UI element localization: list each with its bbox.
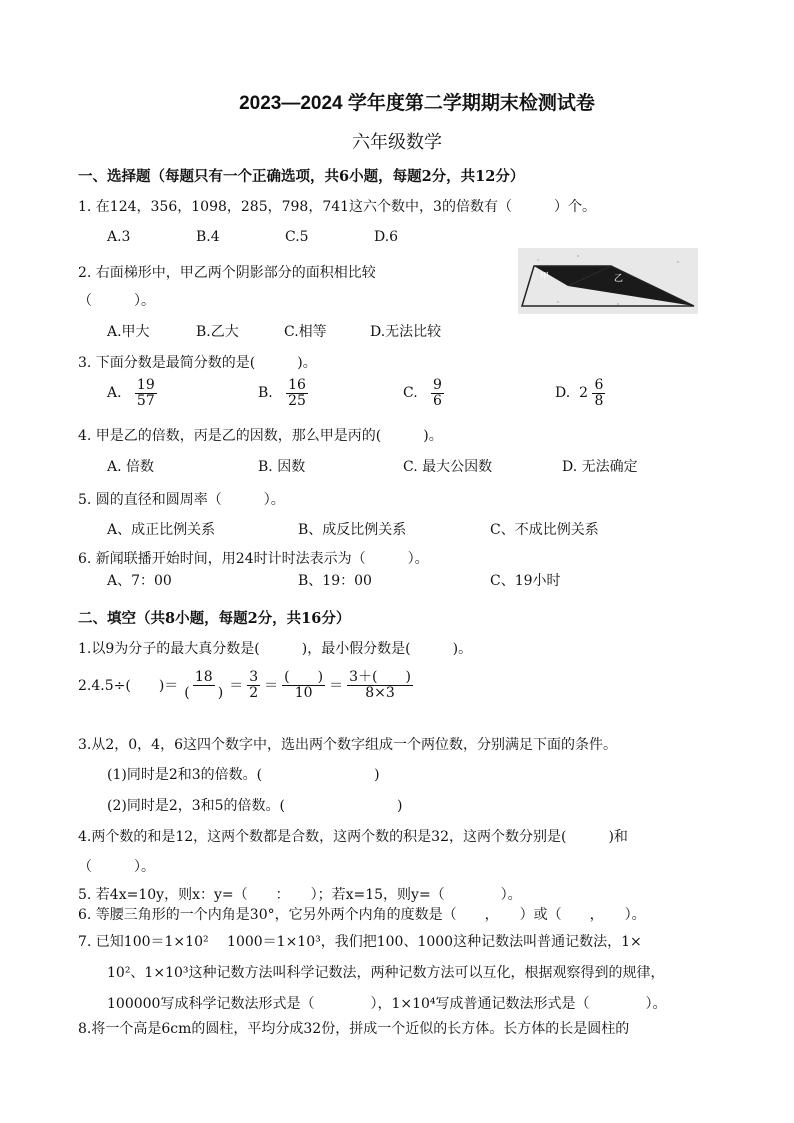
s1-q5-optC: C、不成比例关系 <box>490 522 599 538</box>
section1-heading: 一、选择题（每题只有一个正确选项，共6小题，每题2分，共12分） <box>78 168 525 185</box>
s1-q2-optA: A.甲大 <box>107 324 150 340</box>
s1-q3-optA: A. $\frac{19}{57}$ <box>107 377 155 409</box>
s1-q4-optD: D. 无法确定 <box>562 459 638 475</box>
s1-q4-optA: A. 倍数 <box>107 459 155 475</box>
s2-q2: 2.4.5÷( )＝ $\frac{18}{( )}$ ＝ $\frac{3}{2}$ ＝ $\frac{( )}{10}$ ＝ $\frac{3+( )}{8\times 3}$ <box>78 669 411 701</box>
s1-q1-optB: B.4 <box>196 229 220 245</box>
s1-q5-optB: B、成反比例关系 <box>298 522 407 538</box>
s1-q1: 1. 在124，356，1098，285，798，741这六个数中，3的倍数有（ ）个。 <box>78 199 596 215</box>
s1-q4: 4. 甲是乙的倍数，丙是乙的因数，那么甲是丙的( )。 <box>78 428 443 444</box>
s1-q2-optB: B.乙大 <box>196 324 239 340</box>
s2-q3: 3.从2，0，4，6这四个数字中，选出两个数字组成一个两位数，分别满足下面的条件。 <box>78 737 617 753</box>
s1-q3: 3. 下面分数是最简分数的是( )。 <box>78 355 317 371</box>
page-subtitle: 六年级数学 <box>352 132 442 153</box>
s1-q1-optD: D.6 <box>374 229 399 245</box>
s1-q6-optA: A、7：00 <box>107 573 172 589</box>
s1-q3-optB: B. $\frac{16}{25}$ <box>258 377 306 409</box>
label-yi: 乙 <box>614 274 624 284</box>
s1-q5-optA: A、成正比例关系 <box>107 522 216 538</box>
s2-q7-line3: 100000写成科学记数法形式是（ ），1×10⁴写成普通记数法形式是（ ）。 <box>107 996 667 1012</box>
s2-q7-line2: 10²、1×10³这种记数方法叫科学记数法，两种记数方法可以互化，根据观察得到的规律， <box>107 965 665 981</box>
s1-q4-optC: C. 最大公因数 <box>403 459 493 475</box>
s2-q5: 5. 若4x=10y，则x：y=（ ： ）；若x=15，则y=（ ）。 <box>78 887 522 903</box>
s2-q6: 6. 等腰三角形的一个内角是30°，它另外两个内角的度数是（ ， ）或（ ， ）。 <box>78 907 646 923</box>
s2-q3-sub1: (1)同时是2和3的倍数。( ) <box>107 767 380 783</box>
s1-q4-optB: B. 因数 <box>258 459 306 475</box>
s1-q6: 6. 新闻联播开始时间，用24时计时法表示为（ ）。 <box>78 551 429 567</box>
s1-q1-optA: A.3 <box>107 229 131 245</box>
s1-q6-optB: B、19：00 <box>298 573 372 589</box>
label-jia: 甲 <box>540 272 550 282</box>
section2-heading: 二、填空（共8小题，每题2分，共16分） <box>78 610 351 627</box>
s2-q4-blank: （ ）。 <box>78 859 155 875</box>
trapezoid-figure <box>518 248 698 314</box>
s1-q2-blank: （ ）。 <box>78 293 155 309</box>
s1-q1-optC: C.5 <box>285 229 309 245</box>
s1-q2: 2. 右面梯形中，甲乙两个阴影部分的面积相比较 <box>78 265 376 281</box>
s1-q3-optC: C. $\frac{9}{6}$ <box>403 377 442 409</box>
s2-q7-line1: 7. 已知100＝1×10² 1000＝1×10³，我们把100、1000这种记数法叫普通记数法，1× <box>78 934 642 950</box>
s1-q2-optC: C.相等 <box>284 324 327 340</box>
s1-q5: 5. 圆的直径和圆周率（ ）。 <box>78 492 285 508</box>
s1-q6-optC: C、19小时 <box>490 573 561 589</box>
s2-q8: 8.将一个高是6cm的圆柱，平均分成32份，拼成一个近似的长方体。长方体的长是圆柱的 <box>78 1021 630 1037</box>
s1-q3-optD: D. 2 $\frac{6}{8}$ <box>555 377 604 409</box>
s2-q4: 4.两个数的和是12，这两个数都是合数，这两个数的积是32，这两个数分别是( )和 <box>78 829 628 845</box>
s1-q2-optD: D.无法比较 <box>370 324 442 340</box>
s2-q3-sub2: (2)同时是2，3和5的倍数。( ) <box>107 798 403 814</box>
s2-q1: 1.以9为分子的最大真分数是( )，最小假分数是( )。 <box>78 641 473 657</box>
page-title: 2023—2024 学年度第二学期期末检测试卷 <box>239 93 595 114</box>
